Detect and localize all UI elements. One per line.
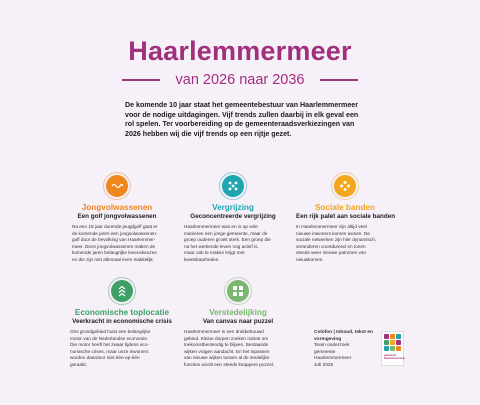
trend-economische-toplocatie: [70, 280, 174, 369]
trend-body-line: gebied. Kleine dorpen zoeken ruimte om: [184, 335, 269, 341]
subtitle-rule-left: [122, 79, 160, 81]
trend-vergrijzing: [184, 175, 282, 264]
grid-icon: [227, 280, 249, 302]
trend-body-line: Die motor heeft het zwaar tijdens eco-: [70, 342, 149, 348]
trend-body-line: Ons grondgebied huist een belangrijke: [70, 329, 151, 334]
trend-body-line: toekomstbestendig te blijven. Bestaande: [184, 342, 269, 348]
trend-body-line: nomische crises, maar onze inwoners: [70, 348, 149, 354]
municipality-logo: [381, 331, 404, 366]
trend-body: [184, 224, 282, 264]
trend-sociale-banden: [296, 175, 394, 264]
trend-body-line: manieren een jonge gemeente, maar de: [184, 230, 268, 236]
trend-body-line: meer. Deze jongvolwassenen maken de: [72, 243, 156, 249]
trend-body-line: komende jaren belangrijke levenskeuzes: [72, 250, 157, 256]
chevrons-icon: [111, 280, 133, 302]
trend-body-line: nieuwe inwoners komen wonen. De: [296, 230, 370, 236]
trend-body-line: worden daardoor niet één-op-één: [70, 355, 140, 361]
trend-body-line: nieuwkomen.: [296, 256, 324, 262]
colofon-line: Haarlemmermeer: [314, 356, 352, 362]
trend-body: [296, 224, 394, 264]
trend-body-line: veranderen voortdurend en tonen: [296, 243, 366, 249]
trend-body: [72, 224, 162, 264]
subtitle-row: [122, 69, 358, 91]
trend-body-line: Na een 18 jaar durende jeugdgolf gaat er: [72, 224, 158, 229]
trend-subtitle: Een rijk palet aan sociale banden: [296, 213, 396, 220]
trend-body-line: Haarlemmermeer was en is op vele: [184, 224, 258, 229]
colofon-line: Team onderzoek: [314, 343, 350, 349]
trend-body-line: sociale netwerken zijn hier dynamisch,: [296, 237, 376, 243]
trend-subtitle: Veerkracht in economische crisis: [72, 318, 172, 325]
trend-jongvolwassenen: [72, 175, 162, 264]
trend-title: Sociale banden: [314, 203, 376, 212]
intro-paragraph: De komende 10 jaar staat het gemeentebestuur van Haarlemmermeer voor de nodige uitdagingen. Vijf trends zullen daarbij in elk geval een rol spelen. Ter voorbereiding op de gemeenteraadsverkiezingen van 2026 hebben wij die vijf trends op een rijtje gezet.: [125, 101, 359, 138]
trend-body-line: golf door de bevolking van Haarlemmer-: [72, 237, 156, 243]
colofon-line: Juli 2025: [314, 362, 334, 368]
trend-body-line: de komende jaren een jongvolwassenen-: [72, 230, 158, 236]
trend-body-line: geraakt.: [70, 361, 87, 367]
trend-body-line: na het werkende leven nog actief is,: [184, 243, 259, 249]
trend-body-line: groep ouderen groeit sterk. Een groep die: [184, 237, 271, 243]
trend-verstedelijking: [184, 280, 292, 369]
dots-icon: [222, 175, 244, 197]
page-subtitle: van 2026 naar 2036: [175, 72, 305, 88]
trend-body: [184, 329, 292, 369]
trend-title: Economische topl​ocatie: [74, 308, 170, 317]
trend-subtitle: Een golf jongvolwassenen: [77, 213, 157, 220]
trend-body-line: van nieuwe wijken tussen al de stedelijke: [184, 355, 270, 361]
trend-body-line: Haarlemmermeer is een druk​bebouwd: [184, 329, 264, 334]
colofon-line: gemeente: [314, 349, 336, 355]
trend-body-line: wijken vragen aandacht. En het inpassen: [184, 348, 270, 354]
trend-body-line: functies wordt een steeds knappere puzzel.: [184, 361, 275, 367]
trend-body-line: kwetsbaarheden.: [184, 256, 220, 262]
trend-subtitle: Geconcentreerde vergrijzing: [190, 213, 276, 220]
colofon: [314, 330, 374, 370]
trend-title: Jongvolwassenen: [81, 203, 153, 212]
logo-mark: [384, 334, 401, 351]
people-icon: [334, 175, 356, 197]
trend-body: [70, 329, 174, 369]
trend-body-line: maar ook te maken krijgt met: [184, 250, 245, 256]
page-title: Haarlemmermeer: [128, 36, 352, 66]
wave-icon: [106, 175, 128, 197]
trend-body-line: motor van de Nederlandse economie.: [70, 335, 149, 341]
trend-title: Verstedelijking: [209, 308, 267, 317]
trend-subtitle: Van canvas naar puzzel: [202, 318, 274, 325]
subtitle-rule-right: [320, 79, 358, 81]
colofon-heading: [314, 330, 374, 343]
trend-body-line: en die zijn niet allemaal even makkelijk.: [72, 256, 155, 262]
trend-body-line: In Haarlemmermeer zijn altijd veel: [296, 224, 367, 229]
logo-text: gemeente Haarlemmermeer: [384, 354, 406, 360]
trend-body-line: steeds weer nieuwe patronen van: [296, 250, 367, 256]
trend-title: Vergrijzing: [212, 203, 254, 212]
colofon-heading-text: Colofon | Inhoud, tekst en vormgeving: [314, 330, 373, 342]
